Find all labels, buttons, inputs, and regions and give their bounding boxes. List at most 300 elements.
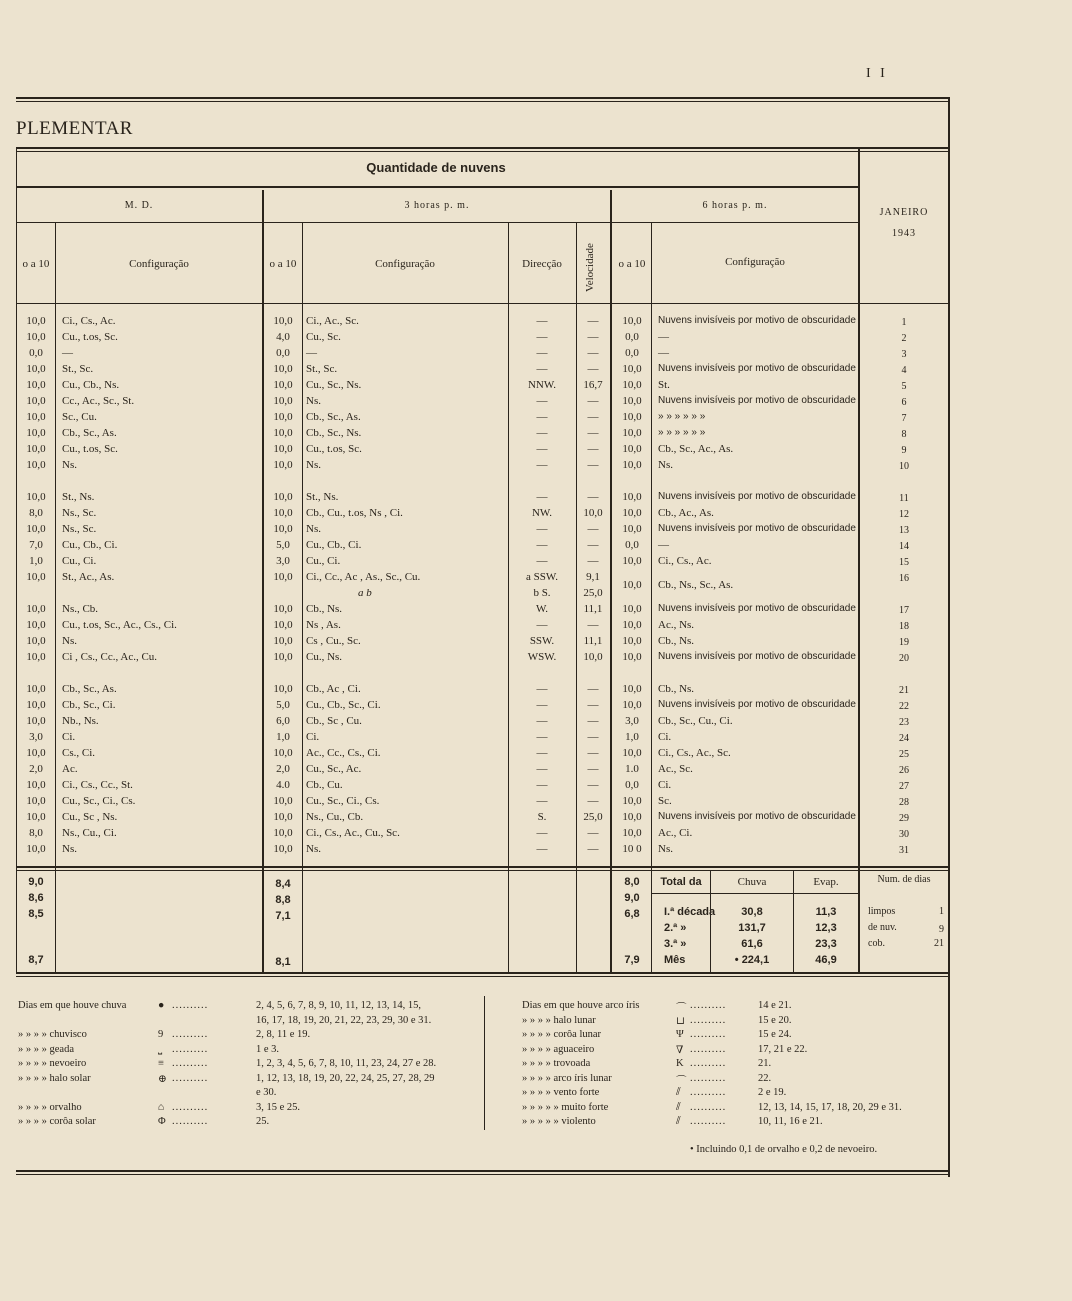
h3-quantity: 10,0 [273, 571, 293, 583]
day-number: 24 [899, 733, 909, 744]
h6-quantity: 10,0 [622, 411, 642, 423]
h3-direction: WSW. [527, 651, 557, 663]
md-quantity: 8,0 [29, 507, 43, 519]
h3-velocity: — [587, 491, 599, 503]
summary-3h-mean: 7,1 [275, 910, 291, 922]
md-quantity: 10,0 [26, 363, 46, 375]
subheader-divider [16, 222, 858, 223]
legend-label: » » » » nevoeiro [18, 1058, 87, 1069]
h3-quantity: 1,0 [276, 731, 290, 743]
summary-md-mean: 8,5 [28, 908, 44, 920]
table-top-rule-thin [16, 151, 948, 152]
day-number: 23 [899, 717, 909, 728]
num-dias-label: de nuv. [868, 922, 897, 933]
day-number: 28 [899, 797, 909, 808]
header-3h: 3 horas p. m. [404, 200, 470, 211]
h6-configuration: Cb., Ns. [658, 635, 695, 647]
chuva-value: 30,8 [741, 906, 763, 918]
h6-configuration: Ci., Cs., Ac., Sc. [658, 747, 731, 759]
md-configuration: Ns., Sc. [62, 523, 97, 535]
day-number: 3 [901, 349, 907, 360]
h3-velocity: — [587, 427, 599, 439]
md-configuration: — [62, 347, 73, 359]
day-number: 2 [901, 333, 907, 344]
h6-quantity: 10,0 [622, 683, 642, 695]
h3-configuration: Ci., Cc., Ac , As., Sc., Cu. [306, 571, 421, 583]
h3-velocity: — [587, 779, 599, 791]
h3-velocity: — [587, 715, 599, 727]
summary-top-rule-thin [16, 870, 948, 871]
h3-direction: — [536, 539, 548, 551]
h6-quantity: 10,0 [622, 579, 642, 591]
h3-velocity: — [587, 843, 599, 855]
h3-velocity: — [587, 411, 599, 423]
md-quantity: 1,0 [29, 555, 43, 567]
h6-quantity: 10,0 [622, 699, 642, 711]
h3-configuration: Cu., Ci. [306, 555, 341, 567]
chuva-header: Chuva [737, 876, 767, 888]
h6-configuration: Nuvens invisíveis por motivo de obscuridade [658, 523, 856, 534]
weather-symbol-icon: ⎵ [158, 1043, 163, 1055]
h3-direction: — [536, 779, 548, 791]
h3-velocity: — [587, 795, 599, 807]
md-quantity: 2,0 [29, 763, 43, 775]
h6-configuration: Nuvens invisíveis por motivo de obscuridade [658, 315, 856, 326]
h3-configuration: Cu., Sc., Ac. [306, 763, 362, 775]
h3-configuration: St., Ns. [306, 491, 339, 503]
col-6h-config: Configuração [725, 256, 785, 268]
h3-configuration: Cb., Sc , Cu. [306, 715, 362, 727]
md-configuration: Cb., Sc., As. [62, 683, 117, 695]
h6-configuration: — [658, 347, 669, 359]
leader-dots: .......... [690, 1087, 727, 1098]
md-configuration: Cu., t.os, Sc. [62, 443, 118, 455]
legend-label: » » » » geada [18, 1043, 74, 1055]
h6-quantity: 0,0 [625, 779, 639, 791]
h3-direction: — [536, 443, 548, 455]
weather-symbol-icon: ⌂ [158, 1101, 165, 1113]
weather-symbol-icon: ⫽ [676, 1087, 681, 1098]
legend-days: 2, 4, 5, 6, 7, 8, 9, 10, 11, 12, 13, 14, 15, [256, 1000, 421, 1011]
h3-quantity: 10,0 [273, 395, 293, 407]
md-quantity: 10,0 [26, 459, 46, 471]
col-3h-config: Configuração [375, 258, 435, 270]
header-divider [16, 186, 858, 188]
h3-configuration: Cu., Sc., Ci., Cs. [306, 795, 380, 807]
md-quantity: 10,0 [26, 411, 46, 423]
weather-symbol-icon: ≡ [158, 1058, 164, 1069]
chuva-value: 131,7 [738, 922, 766, 934]
md-quantity: 8,0 [29, 827, 43, 839]
leader-dots: .......... [172, 1116, 209, 1127]
h6-configuration: Cb., Ac., As. [658, 507, 714, 519]
md-configuration: Ns., Sc. [62, 507, 97, 519]
legend-label: » » » » halo solar [18, 1072, 91, 1084]
h6-quantity: 10,0 [622, 395, 642, 407]
h3-quantity: 10,0 [273, 411, 293, 423]
evap-header: Evap. [813, 876, 839, 888]
legend-days: 12, 13, 14, 15, 17, 18, 20, 29 e 31. [758, 1101, 902, 1113]
totals-period: Mês [664, 954, 686, 966]
h6-configuration: Nuvens invisíveis por motivo de obscuridade [658, 699, 856, 710]
h3-configuration: Cu., t.os, Sc. [306, 443, 362, 455]
h3-direction: W. [535, 603, 549, 615]
md-quantity: 10,0 [26, 619, 46, 631]
md-configuration: Ci , Cs., Cc., Ac., Cu. [62, 651, 158, 663]
h6-configuration: Ac., Ci. [658, 827, 693, 839]
table-bottom-rule-thin [16, 976, 948, 977]
h6-configuration: Nuvens invisíveis por motivo de obscuridade [658, 491, 856, 502]
md-configuration: Cu., Cb., Ns. [62, 379, 120, 391]
h3-direction: — [536, 619, 548, 631]
footnote: • Incluindo 0,1 de orvalho e 0,2 de nevoeiro. [690, 1144, 878, 1155]
leader-dots: .......... [172, 1029, 209, 1040]
day-number: 8 [901, 429, 907, 440]
legend-label: Dias em que houve arco íris [522, 1000, 640, 1011]
day-number: 13 [899, 525, 909, 536]
chuva-value: • 224,1 [734, 954, 770, 966]
h3-configuration: Cb., Sc., Ns. [306, 427, 362, 439]
h3-quantity: 2,0 [276, 763, 290, 775]
h3-velocity: 16,7 [583, 379, 603, 391]
day-number: 29 [899, 813, 909, 824]
legend-days: 2 e 19. [758, 1087, 787, 1098]
h3-velocity: — [587, 395, 599, 407]
summary-6h-mean: 7,9 [624, 954, 640, 966]
h3-velocity: — [587, 763, 599, 775]
header-quantidade-nuvens: Quantidade de nuvens [366, 160, 506, 175]
h3-quantity: 10,0 [273, 811, 293, 823]
top-rule-thin [16, 101, 950, 102]
md-quantity: 10,0 [26, 443, 46, 455]
h6-quantity: 10,0 [622, 379, 642, 391]
weather-symbol-icon: ⫽ [676, 1116, 681, 1127]
h3-configuration: Cb., Ns. [306, 603, 343, 615]
h3-quantity: 10,0 [273, 491, 293, 503]
md-configuration: Ns., Cb. [62, 603, 99, 615]
md-configuration: St., Ns. [62, 491, 95, 503]
h6-configuration: — [658, 539, 669, 551]
leader-dots: .......... [690, 1014, 727, 1026]
h3-direction: NW. [531, 507, 553, 519]
h3-configuration: Cu., Sc., Ns. [306, 379, 362, 391]
h3-configuration: St., Sc. [306, 363, 338, 375]
col-3h-velocidade: Velocidade [584, 243, 596, 292]
day-number: 20 [899, 653, 909, 664]
legend-days: 10, 11, 16 e 21. [758, 1116, 823, 1127]
h3-direction: — [536, 395, 548, 407]
h3-configuration: Ac., Cc., Cs., Ci. [306, 747, 381, 759]
h6-configuration: Ns. [658, 459, 673, 471]
h6-configuration: Sc. [658, 795, 672, 807]
h3-direction: — [536, 491, 548, 503]
day-number: 22 [899, 701, 909, 712]
num-dias-value: 21 [934, 938, 944, 949]
col-3h-direccao: Direcção [522, 258, 562, 270]
md-configuration: Ns. [62, 459, 77, 471]
col-md-config: Configuração [129, 258, 189, 270]
legend-label: » » » » » violento [522, 1116, 596, 1127]
h3-quantity: 10,0 [273, 363, 293, 375]
h3-direction: NNW. [527, 379, 556, 391]
h3-quantity: 10,0 [273, 443, 293, 455]
h3-quantity: 10,0 [273, 747, 293, 759]
md-quantity: 10,0 [26, 683, 46, 695]
num-dias-label: cob. [868, 938, 885, 949]
leader-dots: .......... [172, 1058, 209, 1069]
h3-direction: — [536, 827, 548, 839]
h3-quantity: 10,0 [273, 651, 293, 663]
num-dias-value: 1 [939, 906, 944, 917]
evap-value: 12,3 [815, 922, 837, 934]
header-md: M. D. [124, 200, 154, 211]
md-quantity: 7,0 [29, 539, 43, 551]
summary-3h-mean: 8,4 [275, 878, 291, 890]
leader-dots: .......... [690, 1000, 727, 1011]
h3-configuration: Cu., Cb., Ci. [306, 539, 362, 551]
header-year: 1943 [892, 228, 916, 239]
h3-quantity: 10,0 [273, 603, 293, 615]
day-number: 14 [899, 541, 909, 552]
h6-configuration: Ci. [658, 779, 672, 791]
legend-divider [484, 996, 485, 1130]
day-number: 9 [901, 445, 907, 456]
h6-quantity: 10,0 [622, 555, 642, 567]
h3-quantity: 10,0 [273, 619, 293, 631]
h3-velocity: 10,0 [583, 651, 603, 663]
md-configuration: Nb., Ns. [62, 715, 99, 727]
md-configuration: Cb., Sc., Ci. [62, 699, 116, 711]
legend-label: » » » » aguaceiro [522, 1043, 595, 1055]
summary-3h-mean: 8,8 [275, 894, 291, 906]
leader-dots: .......... [172, 1000, 209, 1011]
h3-velocity: 9,1 [586, 571, 600, 583]
md-quantity: 10,0 [26, 379, 46, 391]
h3-quantity: 10,0 [273, 795, 293, 807]
md-quantity: 10,0 [26, 571, 46, 583]
day-number: 10 [899, 461, 909, 472]
legend-label: » » » » corôa solar [18, 1116, 96, 1127]
legend-days: 2, 8, 11 e 19. [256, 1029, 311, 1040]
legend-label: » » » » chuvisco [18, 1029, 87, 1040]
summary-6h-mean: 9,0 [624, 892, 640, 904]
h3-direction: S. [537, 811, 547, 823]
md-quantity: 10,0 [26, 427, 46, 439]
h3-configuration: Cb., Sc., As. [306, 411, 361, 423]
md-quantity: 10,0 [26, 331, 46, 343]
totals-period: 2.ª » [664, 922, 687, 934]
leader-dots: .......... [690, 1058, 727, 1069]
leader-dots: .......... [690, 1101, 727, 1113]
h3-configuration: Ns., Cu., Cb. [306, 811, 364, 823]
day-number: 31 [899, 845, 909, 856]
h3-quantity: 5,0 [276, 699, 290, 711]
day-number: 12 [899, 509, 909, 520]
h6-quantity: 10,0 [622, 619, 642, 631]
h3-quantity: 10,0 [273, 523, 293, 535]
h3-configuration-sub: a b [358, 587, 372, 599]
leader-dots: .......... [172, 1043, 209, 1055]
h6-quantity: 10,0 [622, 827, 642, 839]
legend-days: 22. [758, 1072, 772, 1084]
day-number: 16 [899, 573, 909, 584]
bottom-rule [16, 1170, 950, 1172]
h6-quantity: 10,0 [622, 507, 642, 519]
h3-velocity: — [587, 363, 599, 375]
md-quantity: 10,0 [26, 491, 46, 503]
md-quantity: 3,0 [29, 731, 43, 743]
num-dias-header: Num. de dias [877, 874, 931, 885]
h6-quantity: 10,0 [622, 747, 642, 759]
day-number: 17 [899, 605, 909, 616]
h6-configuration: » » » » » » [658, 411, 706, 422]
h6-quantity: 10,0 [622, 443, 642, 455]
leader-dots: .......... [172, 1101, 209, 1113]
day-number: 5 [901, 381, 907, 392]
md-configuration: Ns. [62, 843, 77, 855]
weather-symbol-icon: ● [158, 1000, 165, 1011]
h6-quantity: 10,0 [622, 651, 642, 663]
h6-quantity: 10,0 [622, 363, 642, 375]
h6-quantity: 10,0 [622, 491, 642, 503]
day-number: 27 [899, 781, 909, 792]
h6-configuration: Ns. [658, 843, 673, 855]
h3-velocity: 25,0 [583, 811, 603, 823]
h3-quantity: 4,0 [276, 331, 290, 343]
h3-velocity-2: 25,0 [583, 587, 603, 599]
h3-direction: — [536, 523, 548, 535]
h3-direction: a SSW. [526, 571, 558, 583]
h3-direction: — [536, 747, 548, 759]
legend-label: » » » » arco íris lunar [522, 1072, 612, 1084]
h3-configuration: Cu., Ns. [306, 651, 343, 663]
h3-configuration: Cu., Sc. [306, 331, 341, 343]
h3-velocity: — [587, 443, 599, 455]
leader-dots: .......... [690, 1116, 727, 1127]
h6-configuration: Ci. [658, 731, 672, 743]
h6-configuration: Nuvens invisíveis por motivo de obscuridade [658, 651, 856, 662]
h3-configuration: Cu., Cb., Sc., Ci. [306, 699, 381, 711]
legend-label: » » » » vento forte [522, 1087, 600, 1098]
h3-configuration: Ns. [306, 459, 321, 471]
h6-configuration: Cb., Sc., Cu., Ci. [658, 715, 733, 727]
h6-configuration: Cb., Ns., Sc., As. [658, 579, 734, 591]
chuva-value: 61,6 [741, 938, 763, 950]
h6-configuration: Cb., Ns. [658, 683, 695, 695]
h3-direction-2: b S. [533, 587, 551, 599]
md-configuration: Cu., Cb., Ci. [62, 539, 118, 551]
md-quantity: 10,0 [26, 715, 46, 727]
legend-label: » » » » orvalho [18, 1101, 82, 1113]
evap-value: 23,3 [815, 938, 837, 950]
h6-configuration: St. [658, 379, 670, 391]
md-configuration: Ns. [62, 635, 77, 647]
h3-velocity: — [587, 539, 599, 551]
vline [302, 222, 303, 972]
h3-quantity: 10,0 [273, 459, 293, 471]
h6-configuration: — [658, 331, 669, 343]
h6-configuration: Nuvens invisíveis por motivo de obscuridade [658, 603, 856, 614]
legend-days: 21. [758, 1058, 772, 1069]
h6-quantity: 3,0 [625, 715, 639, 727]
num-dias-value: 9 [939, 924, 944, 935]
h3-direction: — [536, 683, 548, 695]
h3-configuration: Cb., Cu., t.os, Ns , Ci. [306, 507, 403, 519]
legend-days: 1, 12, 13, 18, 19, 20, 22, 24, 25, 27, 28, 29 [256, 1072, 435, 1084]
h3-direction: — [536, 363, 548, 375]
h6-quantity: 10,0 [622, 459, 642, 471]
weather-symbol-icon: ∇ [676, 1044, 684, 1056]
md-configuration: Cu., Ci. [62, 555, 97, 567]
page-title: PLEMENTAR [16, 118, 133, 139]
h3-velocity: 11,1 [583, 603, 603, 615]
md-quantity: 10,0 [26, 523, 46, 535]
h3-quantity: 10,0 [273, 427, 293, 439]
h3-configuration: — [306, 347, 317, 359]
md-configuration: Ac. [62, 763, 78, 775]
day-number: 7 [901, 413, 907, 424]
h3-configuration: Ns , As. [306, 619, 341, 631]
h3-configuration: Ci. [306, 731, 320, 743]
h3-quantity: 10,0 [273, 379, 293, 391]
right-border [948, 97, 950, 1177]
day-number: 11 [899, 493, 909, 504]
md-configuration: Cs., Ci. [62, 747, 96, 759]
day-number: 1 [901, 317, 907, 328]
weather-symbol-icon: ⊔ [676, 1015, 685, 1027]
legend-days: 17, 21 e 22. [758, 1043, 808, 1055]
h6-configuration: Nuvens invisíveis por motivo de obscuridade [658, 811, 856, 822]
md-configuration: Ci., Cs., Ac. [62, 315, 116, 327]
weather-symbol-icon: K [676, 1058, 684, 1069]
md-quantity: 10,0 [26, 811, 46, 823]
h3-quantity: 6,0 [276, 715, 290, 727]
h6-configuration: Ci., Cs., Ac. [658, 555, 712, 567]
table-top-rule [16, 147, 948, 149]
evap-value: 46,9 [815, 954, 837, 966]
h3-velocity: — [587, 683, 599, 695]
h3-velocity: 11,1 [583, 635, 603, 647]
h6-configuration: Ac., Ns. [658, 619, 695, 631]
md-configuration: St., Sc. [62, 363, 94, 375]
legend-days: 3, 15 e 25. [256, 1101, 301, 1113]
h3-velocity: — [587, 523, 599, 535]
summary-md-mean: 8,6 [28, 892, 44, 904]
weather-symbol-icon: ⫽ [676, 1101, 681, 1113]
day-number: 25 [899, 749, 909, 760]
h3-configuration: Ci., Ac., Sc. [306, 315, 359, 327]
legend-days: 15 e 20. [758, 1014, 792, 1026]
md-quantity: 10,0 [26, 795, 46, 807]
column-header-bottom [16, 303, 948, 304]
h3-quantity: 10,0 [273, 843, 293, 855]
col-3h-scale: o a 10 [269, 258, 297, 270]
h3-configuration: Ns. [306, 395, 321, 407]
h3-direction: — [536, 795, 548, 807]
h3-direction: — [536, 699, 548, 711]
h3-quantity: 4.0 [276, 779, 290, 791]
h6-quantity: 10,0 [622, 635, 642, 647]
legend-label: » » » » halo lunar [522, 1014, 596, 1026]
h3-configuration: Cb., Cu. [306, 779, 343, 791]
h6-configuration: Cb., Sc., Ac., As. [658, 443, 734, 455]
totals-period: I.ª década [664, 906, 716, 918]
h6-quantity: 10,0 [622, 315, 642, 327]
leader-dots: .......... [690, 1029, 727, 1040]
h6-quantity: 10,0 [622, 523, 642, 535]
h3-configuration: Ns. [306, 843, 321, 855]
legend-label: » » » » » muito forte [522, 1101, 609, 1113]
